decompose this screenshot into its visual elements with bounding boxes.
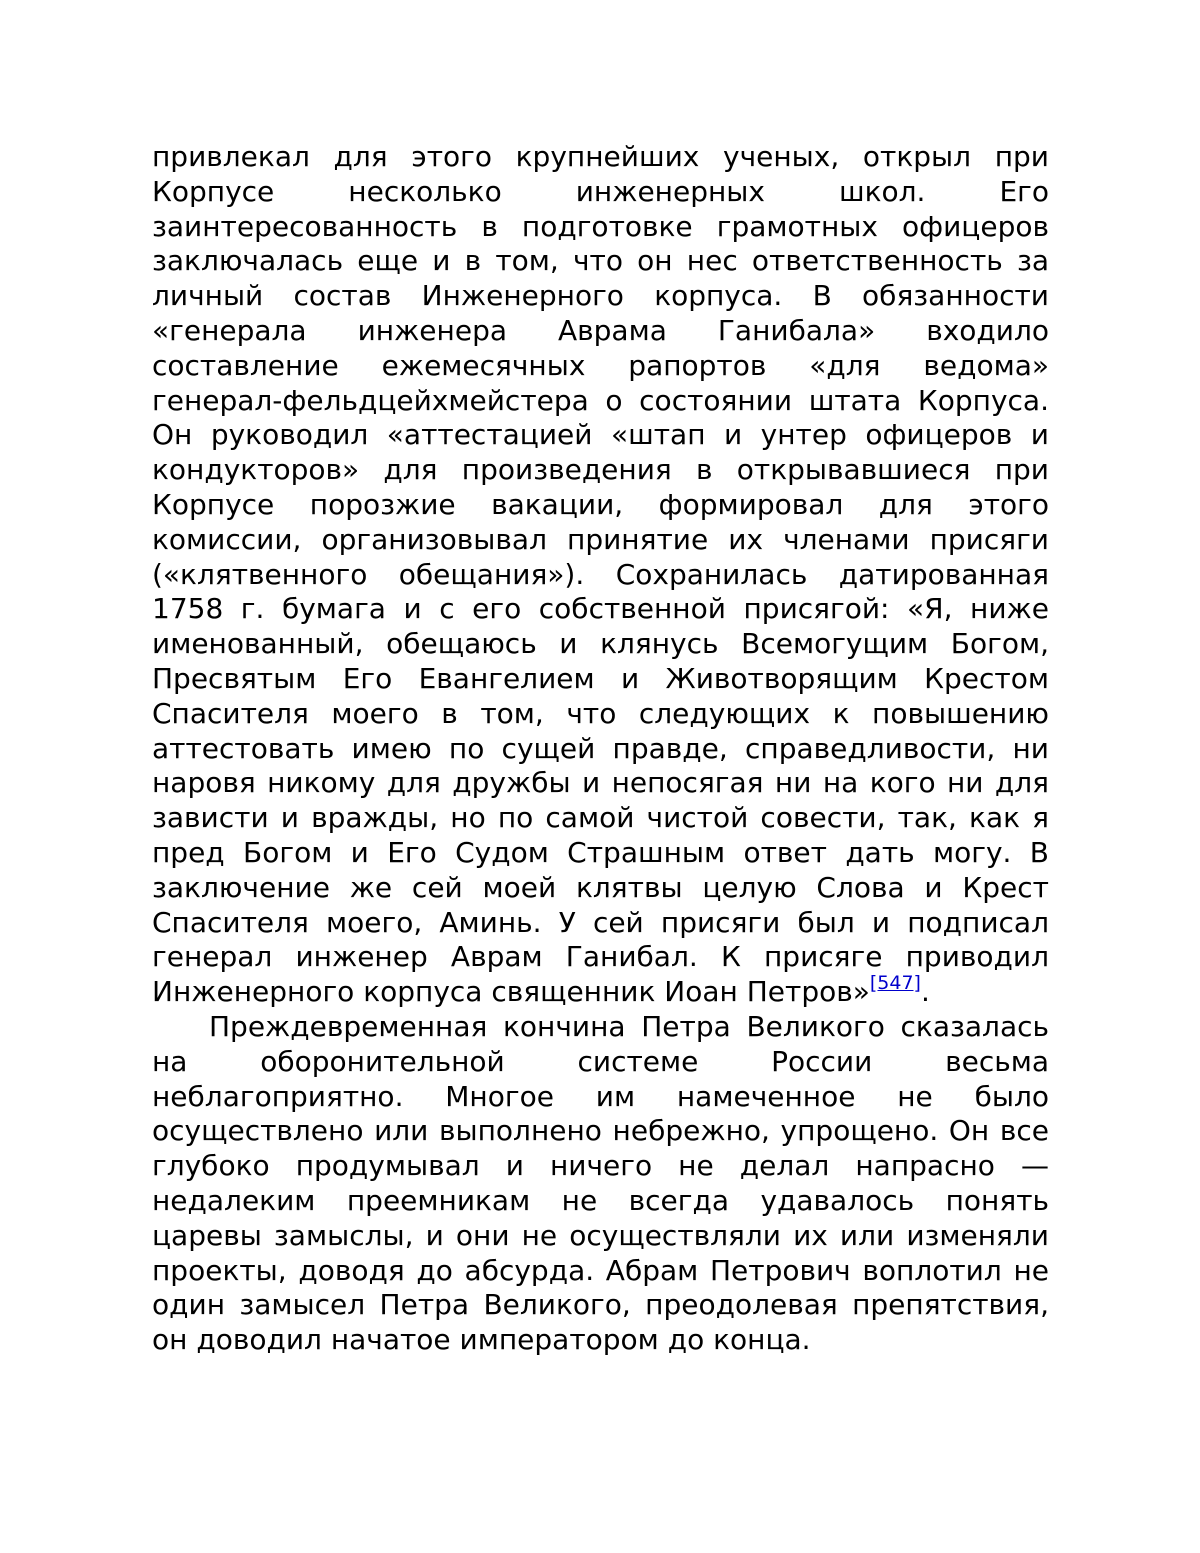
paragraph-1-text: привлекал для этого крупнейших ученых, открыл при Корпусе несколько инженерных школ. Его заинтересованность в подготовке грамотных офицеров заключалась еще и в том, что он нес ответственность за личный состав Инженерного корпуса. В обязанности «генерала инженера Аврама Ганибала» входило составление ежемесячных рапортов «для ведома» генерал-фельдцейхмейстера о состоянии штата Корпуса. Он руководил «аттестацией «штап и унтер офицеров и кондукторов» для произведения в открывавшиеся при Корпусе порозжие вакации, формировал для этого комиссии, организовывал принятие их членами присяги («клятвенного обещания»). Сохранилась датированная 1758 г. бумага и с его собственной присягой: «Я, ниже именованный, обещаюсь и клянусь Всемогущим Богом, Пресвятым Его Евангелием и Животворящим Крестом Спасителя моего в том, что следующих к повышению аттестовать имею по сущей правде, справедливости, ни наровя никому для дружбы и непосягая ни на кого ни для зависти и вражды, но по самой чистой совести, так, как я пред Богом и Его Судом Страшным ответ дать могу. В заключение же сей моей клятвы целую Слова и Крест Спасителя моего, Аминь. У сей присяги был и подписал генерал инженер Аврам Ганибал. К присяге приводил Инженерного корпуса священник Иоан Петров» [152, 140, 1049, 1009]
document-page [152, 140, 1049, 1358]
paragraph-1 [152, 140, 1049, 1010]
paragraph-2 [152, 1010, 1049, 1358]
paragraph-2-text: Преждевременная кончина Петра Великого сказалась на оборонительной системе России весьма неблагоприятно. Многое им намеченное не было осуществлено или выполнено небрежно, упрощено. Он все глубоко продумывал и ничего не делал напрасно — недалеким преемникам не всегда удавалось понять царевы замыслы, и они не осуществляли их или изменяли проекты, доводя до абсурда. Абрам Петрович воплотил не один замысел Петра Великого, преодолевая препятствия, он доводил начатое императором до конца. [152, 1009, 1049, 1357]
footnote-link-547[interactable]: [547] [869, 972, 921, 995]
paragraph-1-end: . [920, 975, 930, 1009]
